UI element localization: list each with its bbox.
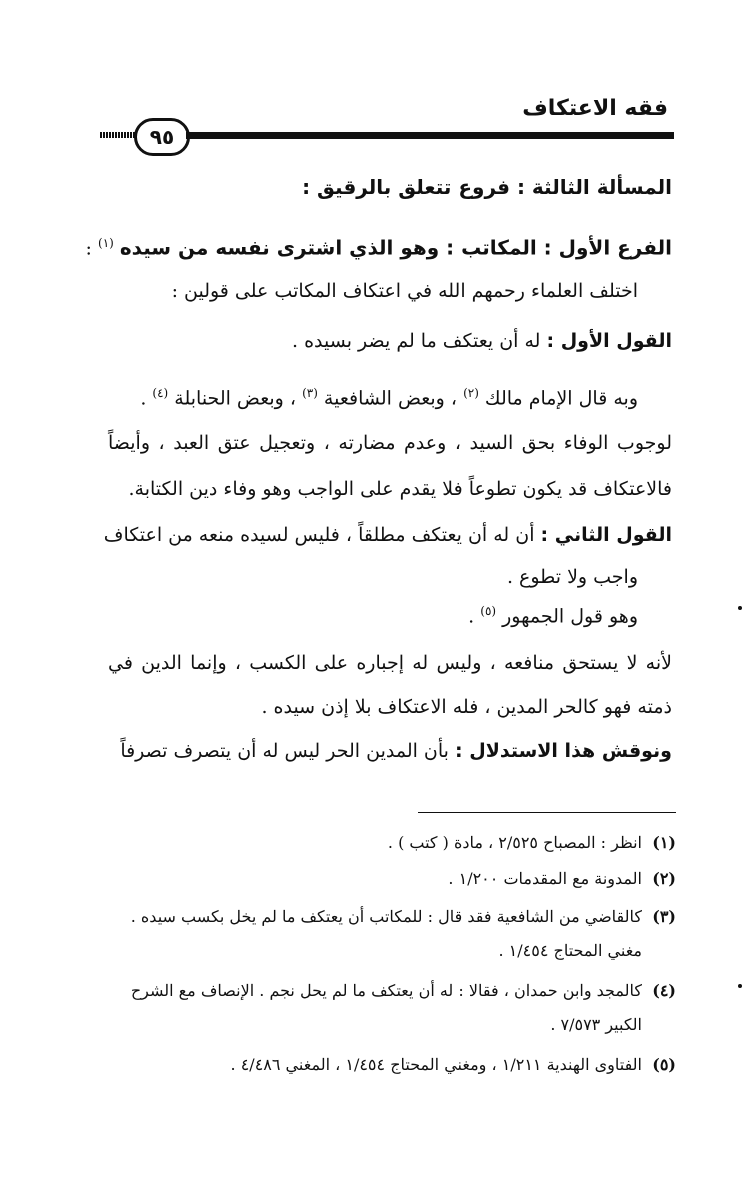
footnote-5 xyxy=(108,1052,676,1078)
second-opinion-line-2: واجب ولا تطوع . xyxy=(506,566,638,588)
footnote-text: كالمجد وابن حمدان ، فقالا : له أن يعتكف ما لم يحل نجم . الإنصاف مع الشرح xyxy=(130,981,642,1000)
second-opinion-support xyxy=(108,596,638,631)
footnote-divider xyxy=(418,812,676,813)
footnote-text: المدونة مع المقدمات ١/٢٠٠ . xyxy=(448,869,642,888)
page-number: ٩٥ xyxy=(134,118,190,156)
second-opinion-line xyxy=(103,520,672,550)
margin-mark xyxy=(738,606,742,610)
footnote-2 xyxy=(108,866,676,892)
footnote-3-continued: مغني المحتاج ١/٤٥٤ . xyxy=(498,941,642,960)
running-title: فقه الاعتكاف xyxy=(522,96,668,121)
footnote-1 xyxy=(108,830,676,856)
footnote-number: (٤) xyxy=(652,981,676,1000)
first-opinion-label: القول الأول : xyxy=(546,330,672,352)
second-opinion-text: أن له أن يعتكف مطلقاً ، فليس لسيده منعه من اعتكاف xyxy=(103,524,541,546)
support-text-b: ، وبعض الشافعية xyxy=(317,387,464,410)
support-text-f: . xyxy=(468,605,481,628)
footnote-number: (٥) xyxy=(652,1055,676,1074)
branch-heading-tail: : xyxy=(85,237,98,260)
footnote-ref-3[interactable]: (٣) xyxy=(302,386,318,400)
footnote-4-continued: الكبير ٧/٥٧٣ . xyxy=(550,1015,642,1034)
first-reason-line-2: فالاعتكاف قد يكون تطوعاً فلا يقدم على الواجب وهو وفاء دين الكتابة. xyxy=(128,478,672,500)
second-opinion-label: القول الثاني : xyxy=(540,524,672,546)
discussion-text: بأن المدين الحر ليس له أن يتصرف تصرفاً xyxy=(120,740,456,762)
margin-mark xyxy=(738,984,742,988)
footnote-ref-4[interactable]: (٤) xyxy=(152,386,169,400)
branch-heading: الفرع الأول : المكاتب : وهو الذي اشترى نفسه من سيده xyxy=(119,235,672,260)
footnote-ref-1[interactable]: (١) xyxy=(98,236,114,250)
intro-paragraph: اختلف العلماء رحمهم الله في اعتكاف المكاتب على قولين : xyxy=(171,280,638,302)
header-rule xyxy=(186,132,674,139)
second-reason-line-2: ذمته فهو كالحر المدين ، فله الاعتكاف بلا إذن سيده . xyxy=(261,696,672,718)
second-reason-line-1: لأنه لا يستحق منافعه ، وليس له إجباره على الكسب ، وإنما الدين في xyxy=(108,652,672,674)
support-text-a: وبه قال الإمام مالك xyxy=(478,387,638,410)
first-opinion-text: له أن يعتكف ما لم يضر بسيده . xyxy=(292,330,547,352)
discussion-line xyxy=(108,736,672,766)
footnote-text: كالقاضي من الشافعية فقد قال : للمكاتب أن يعتكف ما لم يخل بكسب سيده . xyxy=(130,907,642,926)
support-text-d: . xyxy=(140,387,153,410)
footnote-ref-5[interactable]: (٥) xyxy=(480,604,497,618)
discussion-label: ونوقش هذا الاستدلال : xyxy=(455,740,672,762)
first-opinion-line xyxy=(108,326,672,356)
footnote-text: الفتاوى الهندية ١/٢١١ ، ومغني المحتاج ١/٤٥٤ ، المغني ٤/٤٨٦ . xyxy=(230,1055,642,1074)
support-text-c: ، وبعض الحنابلة xyxy=(168,387,303,410)
footnote-3 xyxy=(108,904,676,930)
footnote-ref-2[interactable]: (٢) xyxy=(463,386,479,400)
header-ornament xyxy=(100,132,136,138)
footnote-number: (٣) xyxy=(652,907,676,926)
issue-heading: المسألة الثالثة : فروع تتعلق بالرقيق : xyxy=(302,175,672,199)
footnote-number: (٢) xyxy=(652,869,676,888)
first-opinion-support xyxy=(108,378,638,413)
footnote-4 xyxy=(108,978,676,1004)
footnote-number: (١) xyxy=(652,833,676,852)
first-reason-line-1: لوجوب الوفاء بحق السيد ، وعدم مضارته ، وتعجيل عتق العبد ، وأيضاً xyxy=(108,432,672,454)
support-text-e: وهو قول الجمهور xyxy=(496,605,638,628)
branch-heading-line xyxy=(85,228,672,263)
footnote-text: انظر : المصباح ٢/٥٢٥ ، مادة ( كتب ) . xyxy=(387,833,642,852)
